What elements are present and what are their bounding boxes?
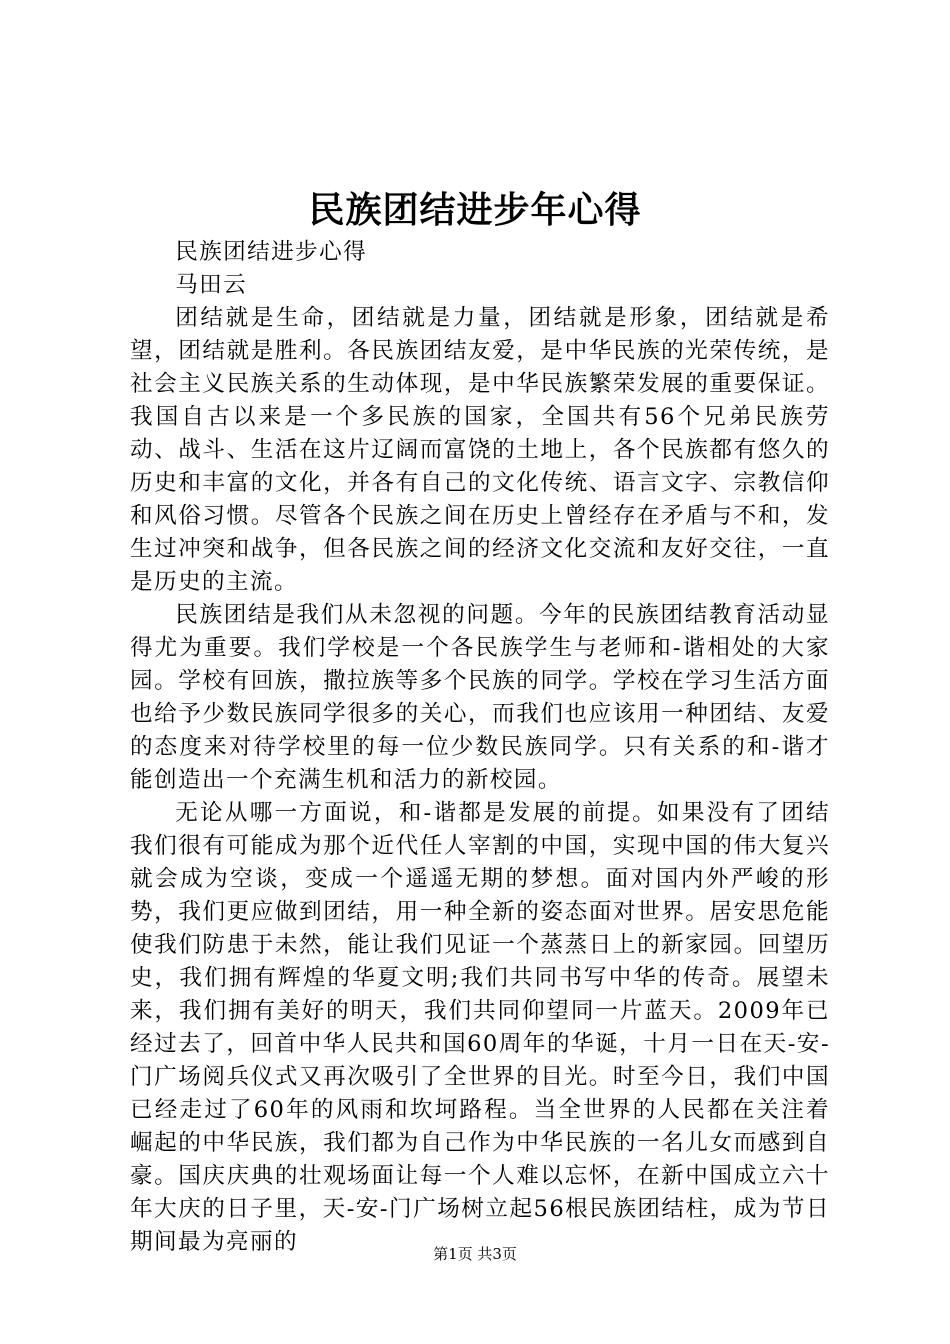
paragraph-1: 团结就是生命，团结就是力量，团结就是形象，团结就是希望，团结就是胜利。各民族团结友爱，是中华民族的光荣传统，是社会主义民族关系的生动体现，是中华民族繁荣发展的重要保证。我国自古以来是一个多民族的国家，全国共有56个兄弟民族劳动、战斗、生活在这片辽阔而富饶的土地上，各个民族都有悠久的历史和丰富的文化，并各有自己的文化传统、语言文字、宗教信仰和风俗习惯。尽管各个民族之间在历史上曾经存在矛盾与不和，发生过冲突和战争，但各民族之间的经济文化交流和友好交往，一直是历史的主流。 — [130, 305, 830, 595]
paragraph-3: 无论从哪一方面说，和-谐都是发展的前提。如果没有了团结我们很有可能成为那个近代任人宰割的中国，实现中国的伟大复兴就会成为空谈，变成一个遥遥无期的梦想。面对国内外严峻的形势，我们更应做到团结，用一种全新的姿态面对世界。居安思危能使我们防患于未然，能让我们见证一个蒸蒸日上的新家园。回望历史，我们拥有辉煌的华夏文明;我们共同书写中华的传奇。展望未来，我们拥有美好的明天，我们共同仰望同一片蓝天。2009年已经过去了，回首中华人民共和国60周年的华诞，十月一日在天-安-门广场阅兵仪式又再次吸引了全世界的目光。时至今日，我们中国已经走过了60年的风雨和坎坷路程。当全世界的人民都在关注着崛起的中华民族，我们都为自己作为中华民族的一名儿女而感到自豪。国庆庆典的壮观场面让每一个人难以忘怀，在新中国成立六十年大庆的日子里，天-安-门广场树立起56根民族团结柱，成为节日期间最为亮丽的 — [130, 800, 830, 1255]
paragraph-2: 民族团结是我们从未忽视的问题。今年的民族团结教育活动显得尤为重要。我们学校是一个各民族学生与老师和-谐相处的大家园。学校有回族，撒拉族等多个民族的同学。学校在学习生活方面也给予少数民族同学很多的关心，而我们也应该用一种团结、友爱的态度来对待学校里的每一位少数民族同学。只有关系的和-谐才能创造出一个充满生机和活力的新校园。 — [130, 602, 830, 793]
document-body — [130, 236, 830, 1259]
document-author: 马田云 — [175, 272, 248, 298]
page-footer: 第1页 共3页 — [433, 1245, 517, 1263]
document-title: 民族团结进步年心得 — [308, 189, 642, 231]
document-subtitle: 民族团结进步心得 — [175, 239, 368, 265]
